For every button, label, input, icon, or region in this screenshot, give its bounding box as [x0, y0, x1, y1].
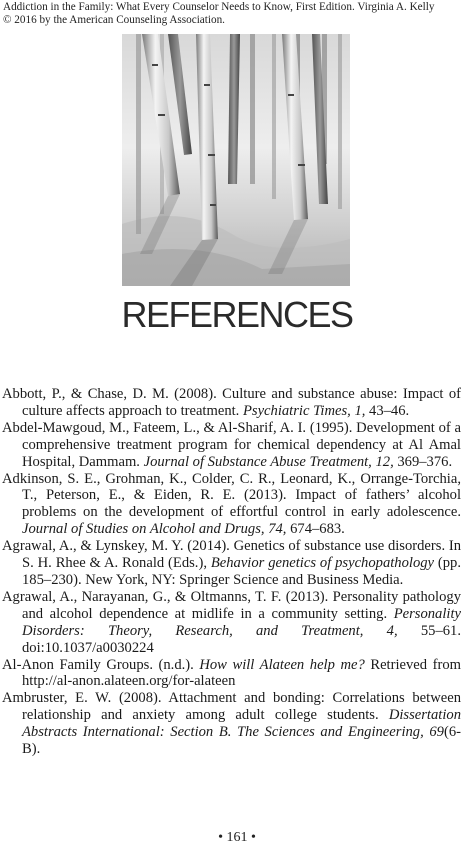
- reference-entry: [2, 420, 461, 471]
- reference-entry: [2, 657, 461, 691]
- reference-text: Al-Anon Family Groups. (n.d.).: [2, 656, 200, 673]
- reference-text: (6-B).: [22, 724, 461, 758]
- reference-source-italic: How will Alateen help me?: [199, 656, 365, 673]
- copyright-line: © 2016 by the American Counseling Association.: [3, 14, 225, 26]
- book-citation: Addiction in the Family: What Every Counselor Needs to Know, First Edition. Virginia A. Kelly: [3, 1, 435, 13]
- reference-source-italic: Behavior genetics of psychopathology: [210, 555, 435, 572]
- page-number: • 161 •: [218, 830, 256, 845]
- reference-source-italic: Journal of Studies on Alcohol and Drugs, 74,: [22, 521, 287, 538]
- reference-text: 369–376.: [393, 453, 453, 470]
- reference-source-italic: Psychiatric Times, 1,: [242, 402, 366, 419]
- reference-entry: [2, 538, 461, 589]
- reference-entry: [2, 589, 461, 657]
- reference-source-italic: Journal of Substance Abuse Treatment, 12,: [143, 453, 394, 470]
- reference-text: Ambruster, E. W. (2008). Attachment and bonding: Correlations between relationship and anxiety among adult college students.: [2, 690, 461, 724]
- watercolor-trees-image: [122, 34, 350, 286]
- page-title: REFERENCES: [121, 294, 353, 335]
- page-header: [3, 1, 471, 27]
- reference-text: Abdel-Mawgoud, M., Fateem, L., & Al-Sharif, A. I. (1995). Development of a comprehensive treatment program for chemical dependency at Al Amal Hospital, Dammam.: [2, 419, 461, 470]
- reference-entry: [2, 690, 461, 758]
- reference-text: 55–61. doi:10.1037/a0030224: [22, 622, 461, 656]
- reference-text: Abbott, P., & Chase, D. M. (2008). Culture and substance abuse: Impact of culture affects approach to treatment.: [2, 386, 461, 419]
- reference-entry: [2, 386, 461, 420]
- reference-text: Agrawal, A., Narayanan, G., & Oltmanns, T. F. (2013). Personality pathology and alcohol dependence at midlife in a community setting.: [2, 588, 461, 622]
- reference-text: Retrieved from http://al-anon.alateen.org/for-alateen: [22, 656, 461, 690]
- reference-text: Adkinson, S. E., Grohman, K., Colder, C. R., Leonard, K., Orrange-Torchia, T., Peterson, E., & Eiden, R. E. (2013). Impact of fathers’ alcohol problems on the development of effortful control in early adolescence.: [2, 470, 461, 521]
- reference-text: 43–46.: [365, 402, 410, 419]
- reference-source-italic: Personality Disorders: Theory, Research, and Treatment, 4,: [22, 605, 461, 639]
- reference-text: (pp. 185–230). New York, NY: Springer Science and Business Media.: [22, 555, 461, 588]
- birch-forest-illustration: [122, 34, 350, 286]
- reference-source-italic: Dissertation Abstracts International: Section B. The Sciences and Engineering, 69: [22, 707, 461, 741]
- reference-text: 674–683.: [286, 521, 345, 538]
- reference-entry: [2, 471, 461, 539]
- reference-list: [2, 386, 461, 758]
- reference-text: Agrawal, A., & Lynskey, M. Y. (2014). Genetics of substance use disorders. In S. H. Rhee & A. Ronald (Eds.),: [2, 538, 461, 572]
